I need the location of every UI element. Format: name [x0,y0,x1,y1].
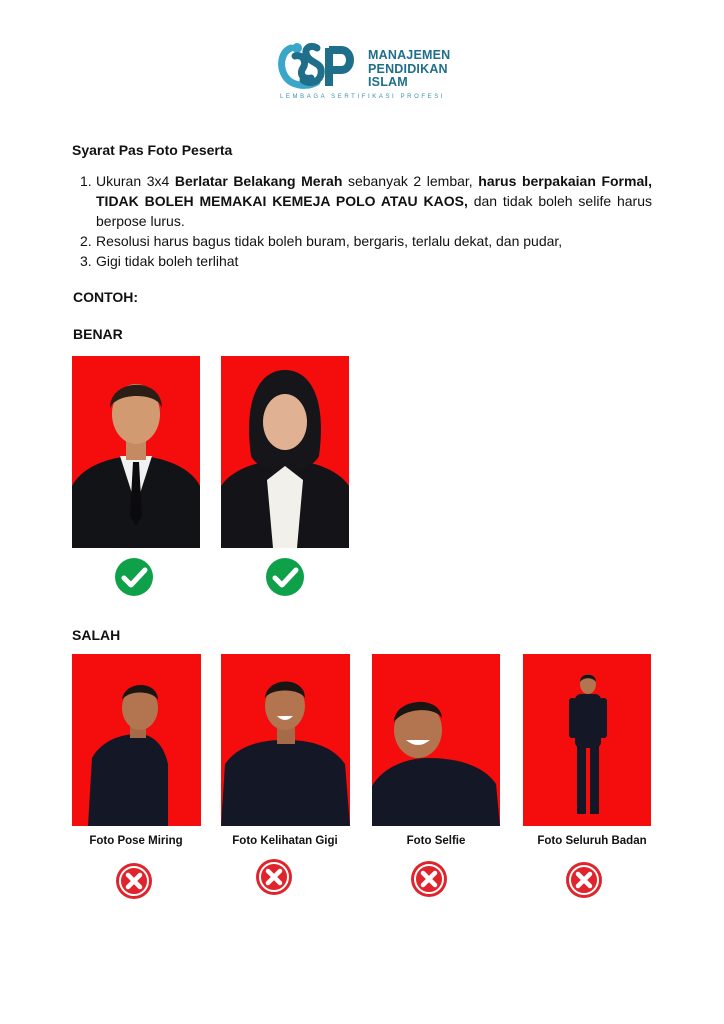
wrong-caption: Foto Selfie [406,835,466,847]
check-icon [265,557,305,597]
requirements-title: Syarat Pas Foto Peserta [72,142,233,158]
requirement-item: 1. Ukuran 3x4 Berlatar Belakang Merah sebanyak 2 lembar, harus berpakaian Formal, TIDAK BOLEH MEMAKAI KEMEJA POLO ATAU KAOS, dan tidak boleh selife harus berpose lurus. [80,173,653,229]
wrong-photo-selfie [372,654,500,826]
wrong-photo-teeth-visible [221,654,350,826]
x-icon [565,861,603,899]
requirements-list [80,171,652,271]
lsp-logo [277,42,462,104]
x-icon [255,858,293,896]
x-icon [115,862,153,900]
wrong-caption: Foto Seluruh Badan [537,835,647,847]
correct-heading: BENAR [73,326,123,342]
check-icon [114,557,154,597]
logo-line-2: PENDIDIKAN [368,61,448,76]
wrong-caption: Foto Pose Miring [89,835,183,847]
lsp-logo-mark [277,42,363,90]
logo-subtitle: LEMBAGA SERTIFIKASI PROFESI [280,94,446,100]
correct-photo-woman [221,356,349,548]
logo-wordmark [368,49,450,90]
logo-line-1: MANAJEMEN [368,48,451,62]
wrong-heading: SALAH [72,627,121,643]
requirement-item: 2. Resolusi harus bagus tidak boleh buram, bergaris, terlalu dekat, dan pudar, [80,233,563,249]
wrong-photo-tilted-pose [72,654,201,826]
wrong-photo-full-body [523,654,651,826]
examples-heading: CONTOH: [73,289,139,305]
logo-line-3: ISLAM [368,75,408,89]
requirement-item: 3. Gigi tidak boleh terlihat [80,253,239,269]
wrong-caption: Foto Kelihatan Gigi [232,835,338,847]
correct-photo-man [72,356,200,548]
x-icon [410,860,448,898]
